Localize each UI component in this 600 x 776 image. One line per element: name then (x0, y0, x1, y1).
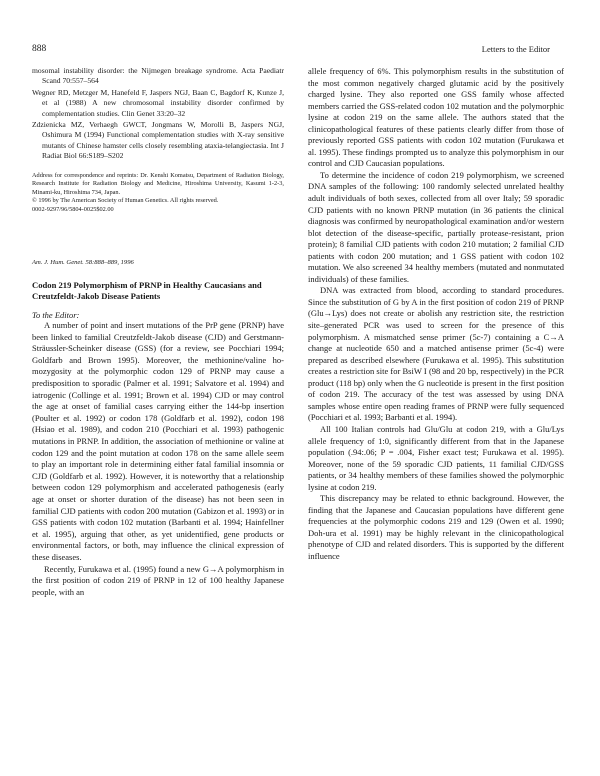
right-column (308, 66, 564, 563)
body-paragraph: Recently, Furukawa et al. (1995) found a new G→A polymorphism in the first position of codon 219 of PRNP in 12 of 100 healthy Japanese people, with an (32, 563, 284, 597)
correspondence-address: Address for correspondence and reprints: Dr. Kenshi Komatsu, Department of Radiation Biology, Research Institute for Radiation Biology and Medicine, Hiroshima University, Kasumi 1-2-3, Minami-ku, Hiroshima 734, Japan. (32, 171, 284, 196)
article-title: Codon 219 Polymorphism of PRNP in Healthy Caucasians and Creutzfeldt-Jakob Disease Patients (32, 279, 262, 301)
body-paragraph: All 100 Italian controls had Glu/Glu at codon 219, with a Glu/Lys allele frequency of 1:0, significantly different from that in the Japanese population (.94:.06; P = .004, Fisher exact test; Furukawa et al. 1995). Moreover, none of the 59 sporadic CJD patients, 11 familial CJD/GSS patients, or 34 healthy members of these families showed the polymorphic lysine at codon 219. (308, 423, 564, 492)
salutation: To the Editor: (32, 310, 80, 321)
reference-item: Wegner RD, Metzger M, Hanefeld F, Jaspers NGJ, Baan C, Bagdorf K, Kunze J, et al (1988) A new chromosomal instability disorder confirmed by complementation studies. Clin Genet 33:20–32 (32, 87, 284, 118)
running-head: Letters to the Editor (481, 44, 550, 54)
reference-item: mosomal instability disorder: the Nijmegen breakage syndrome. Acta Paediatr Scand 70:557–564 (32, 66, 284, 86)
issn-line: 0002-9297/96/5804-0025$02.00 (32, 206, 114, 214)
body-paragraph: allele frequency of 6%. This polymorphism results in the substitution of the most common negatively charged glutamic acid by the positively charged lysine. They also reported one GSS family whose affected members carried the GSS-related codon 102 mutation and the polymorphic lysine at codon 219 on the same allele. The authors stated that the clinicopathological features of these patients clearly differ from those of previously reported GSS patients with codon 102 mutation (Furukawa et al. 1995). These findings prompted us to analyze this polymorphism in our control and CJD Caucasian populations. (308, 66, 564, 169)
reference-item: Zdzienicka MZ, Verhaegh GWCT, Jongmans W, Morolli B, Jaspers NGJ, Oshimura M (1994) Functional complementation studies with X-ray sensitive mutants of Chinese hamster cells closely resembling ataxia-telangiectasia. Int J Radiat Biol 66:S189–S202 (32, 120, 284, 161)
body-paragraph: A number of point and insert mutations of the PrP gene (PRNP) have been linked to familial Creutzfeldt-Jakob disease (CJD) and Gerstmann-Sträussler-Scheinker disease (GSS) (for a review, see Pocchiari 1994; Goldfarb and Brown 1995). Moreover, the methionine/valine homozygosity at the polymorphic codon 129 of PRNP may cause a predisposition to sporadic (Palmer et al. 1991; Salvatore et al. 1994) and iatrogenic (Collinge et al. 1991; Brown et al. 1994) CJD or may control the age at onset of familial cases carrying either the 144-bp insertion (Poulter et al. 1992) or codon 178 (Goldfarb et al. 1992), codon 198 (Hsiao et al. 1989), and codon 210 (Pocchiari et al. 1993) pathogenic mutations in PRNP. In addition, the association of methionine or valine at codon 129 and the point mutation at codon 178 on the same allele seem to play an important role in determining either fatal familial insomnia or CJD (Goldfarb et al. 1992). However, it is noteworthy that a relationship between codon 129 polymorphism and accelerated pathogenesis (early age at onset or shorter duration of the disease) has not been seen in familial CJD patients with codon 200 mutation (Gabizon et al. 1993) or in GSS patients with codon 102 mutation (Barbanti et al. 1994; Hainfellner et al. 1995), arguing that other, as yet unidentified, gene products or environmental factors, or both, may influence the clinical expression of these diseases. (32, 320, 284, 562)
copyright-line: © 1996 by The American Society of Human Genetics. All rights reserved. (32, 197, 219, 205)
left-column (32, 66, 284, 598)
correspondence-note (32, 172, 284, 215)
journal-citation: Am. J. Hum. Genet. 58:888–889, 1996 (32, 258, 134, 266)
page-number: 888 (32, 44, 47, 54)
body-paragraph: DNA was extracted from blood, according to standard procedures. Since the substitution of G by A in the first position of codon 219 of PRNP (Glu→Lys) does not create or abolish any restriction site, the restriction site–generated PCR was used to screen for the presence of this polymorphism. A mismatched sense primer (5c-7) containing a C→A change at nucleotide 650 and a matched antisense primer (5c-4) were prepared as described elsewhere (Furukawa et al. 1995). This substitution creates a restriction site for BsiW I (98 and 20 bp, respectively) in the PCR product (118 bp) only when the G nucleotide is present in the first position of codon 219. The accuracy of the test was assessed by using DNA samples whose entire open reading frames of PRNP were fully sequenced (Pocchiari et al. 1993; Barbanti et al. 1994). (308, 285, 564, 423)
body-paragraph: This discrepancy may be related to ethnic background. However, the finding that the Japanese and Caucasian populations have different gene frequencies at the polymorphic codons 219 and 129 (Owen et al. 1990; Doh-ura et al. 1991) may be highly relevant in the clinicopathological phenotype of CJD and related disorders. This is supported by the different influence (308, 493, 564, 561)
body-paragraph: To determine the incidence of codon 219 polymorphism, we screened DNA samples of the following: 100 randomly selected unrelated healthy adult individuals of both sexes, collected from all over Italy; 59 sporadic CJD patients with no known PRNP mutation (in 36 patients the clinical diagnosis was confirmed by neuropathological examination and/or western blot detection of the disease-specific, partially protease-resistant, prion protein); 8 familial CJD patients with codon 210 mutation; 2 familial CJD patients with codon 200 mutation; and 1 GSS patient with codon 102 mutation. We also screened 34 healthy members (mutated and nonmutated individuals) of these families. (308, 169, 564, 284)
reference-list (32, 66, 284, 162)
